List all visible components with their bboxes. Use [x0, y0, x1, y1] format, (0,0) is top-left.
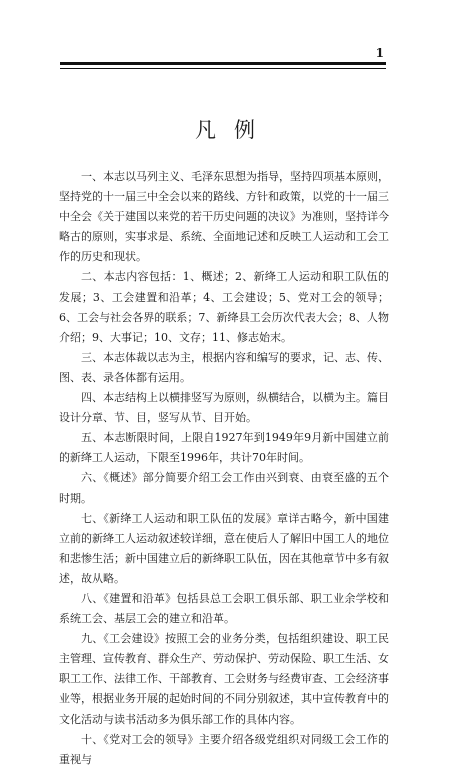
paragraph-10: 十、《党对工会的领导》主要介绍各级党组织对同级工会工作的重视与	[59, 732, 389, 766]
body-text	[59, 167, 389, 770]
paragraph-4: 四、本志结构上以横排竖写为原则，纵横结合，以横为主。篇目设计分章、节、目，竖写从节、目开始。	[59, 391, 389, 425]
paragraph-6: 六、《概述》部分简要介绍工会工作由兴到衰、由衰至盛的五个时期。	[59, 471, 389, 505]
paragraph-7: 七、《新绛工人运动和职工队伍的发展》章详古略今，新中国建立前的新绛工人运动叙述较详细，意在使后人了解旧中国工人的地位和悲惨生活；新中国建立后的新绛职工队伍，因在其他章节中多有叙述，故从略。	[59, 511, 389, 585]
paragraph-8: 八、《建置和沿革》包括县总工会职工俱乐部、职工业余学校和系统工会、基层工会的建立和沿革。	[59, 591, 389, 626]
paragraph-2: 二、本志内容包括：1、概述；2、新绛工人运动和职工队伍的发展；3、工会建置和沿革；4、工会建设；5、党对工会的领导；6、工会与社会各界的联系；7、新绛县工会历次代表大会；8、人物介绍；9、大事记；10、文存；11、修志始末。	[59, 270, 389, 344]
header-rule-thick	[60, 62, 386, 65]
paragraph-3: 三、本志体裁以志为主，根据内容和编写的要求，记、志、传、图、表、录各体都有运用。	[59, 350, 389, 384]
page-number: 1	[375, 46, 384, 60]
paragraph-1: 一、本志以马列主义、毛泽东思想为指导，坚持四项基本原则，坚持党的十一届三中全会以来的路线、方针和政策，以党的十一届三中全会《关于建国以来党的若干历史问题的决议》为准则，坚持详今略古的原则，实事求是、系统、全面地记述和反映工人运动和工会工作的历史和现状。	[59, 170, 389, 264]
page-title: 凡例	[195, 118, 273, 142]
paragraph-5: 五、本志断限时间，上限自1927年到1949年9月新中国建立前的新绛工人运动，下限至1996年，共计70年时间。	[59, 431, 389, 465]
paragraph-9: 九、《工会建设》按照工会的业务分类，包括组织建设、职工民主管理、宣传教育、群众生产、劳动保护、劳动保险、职工生活、女职工工作、法律工作、干部教育、工会财务与经费审查、工会经济事业等，根据业务开展的起始时间的不同分别叙述，其中宣传教育中的文化活动与读书活动多为俱乐部工作的具体内容。	[59, 632, 389, 726]
header-rule-thin	[60, 68, 386, 69]
